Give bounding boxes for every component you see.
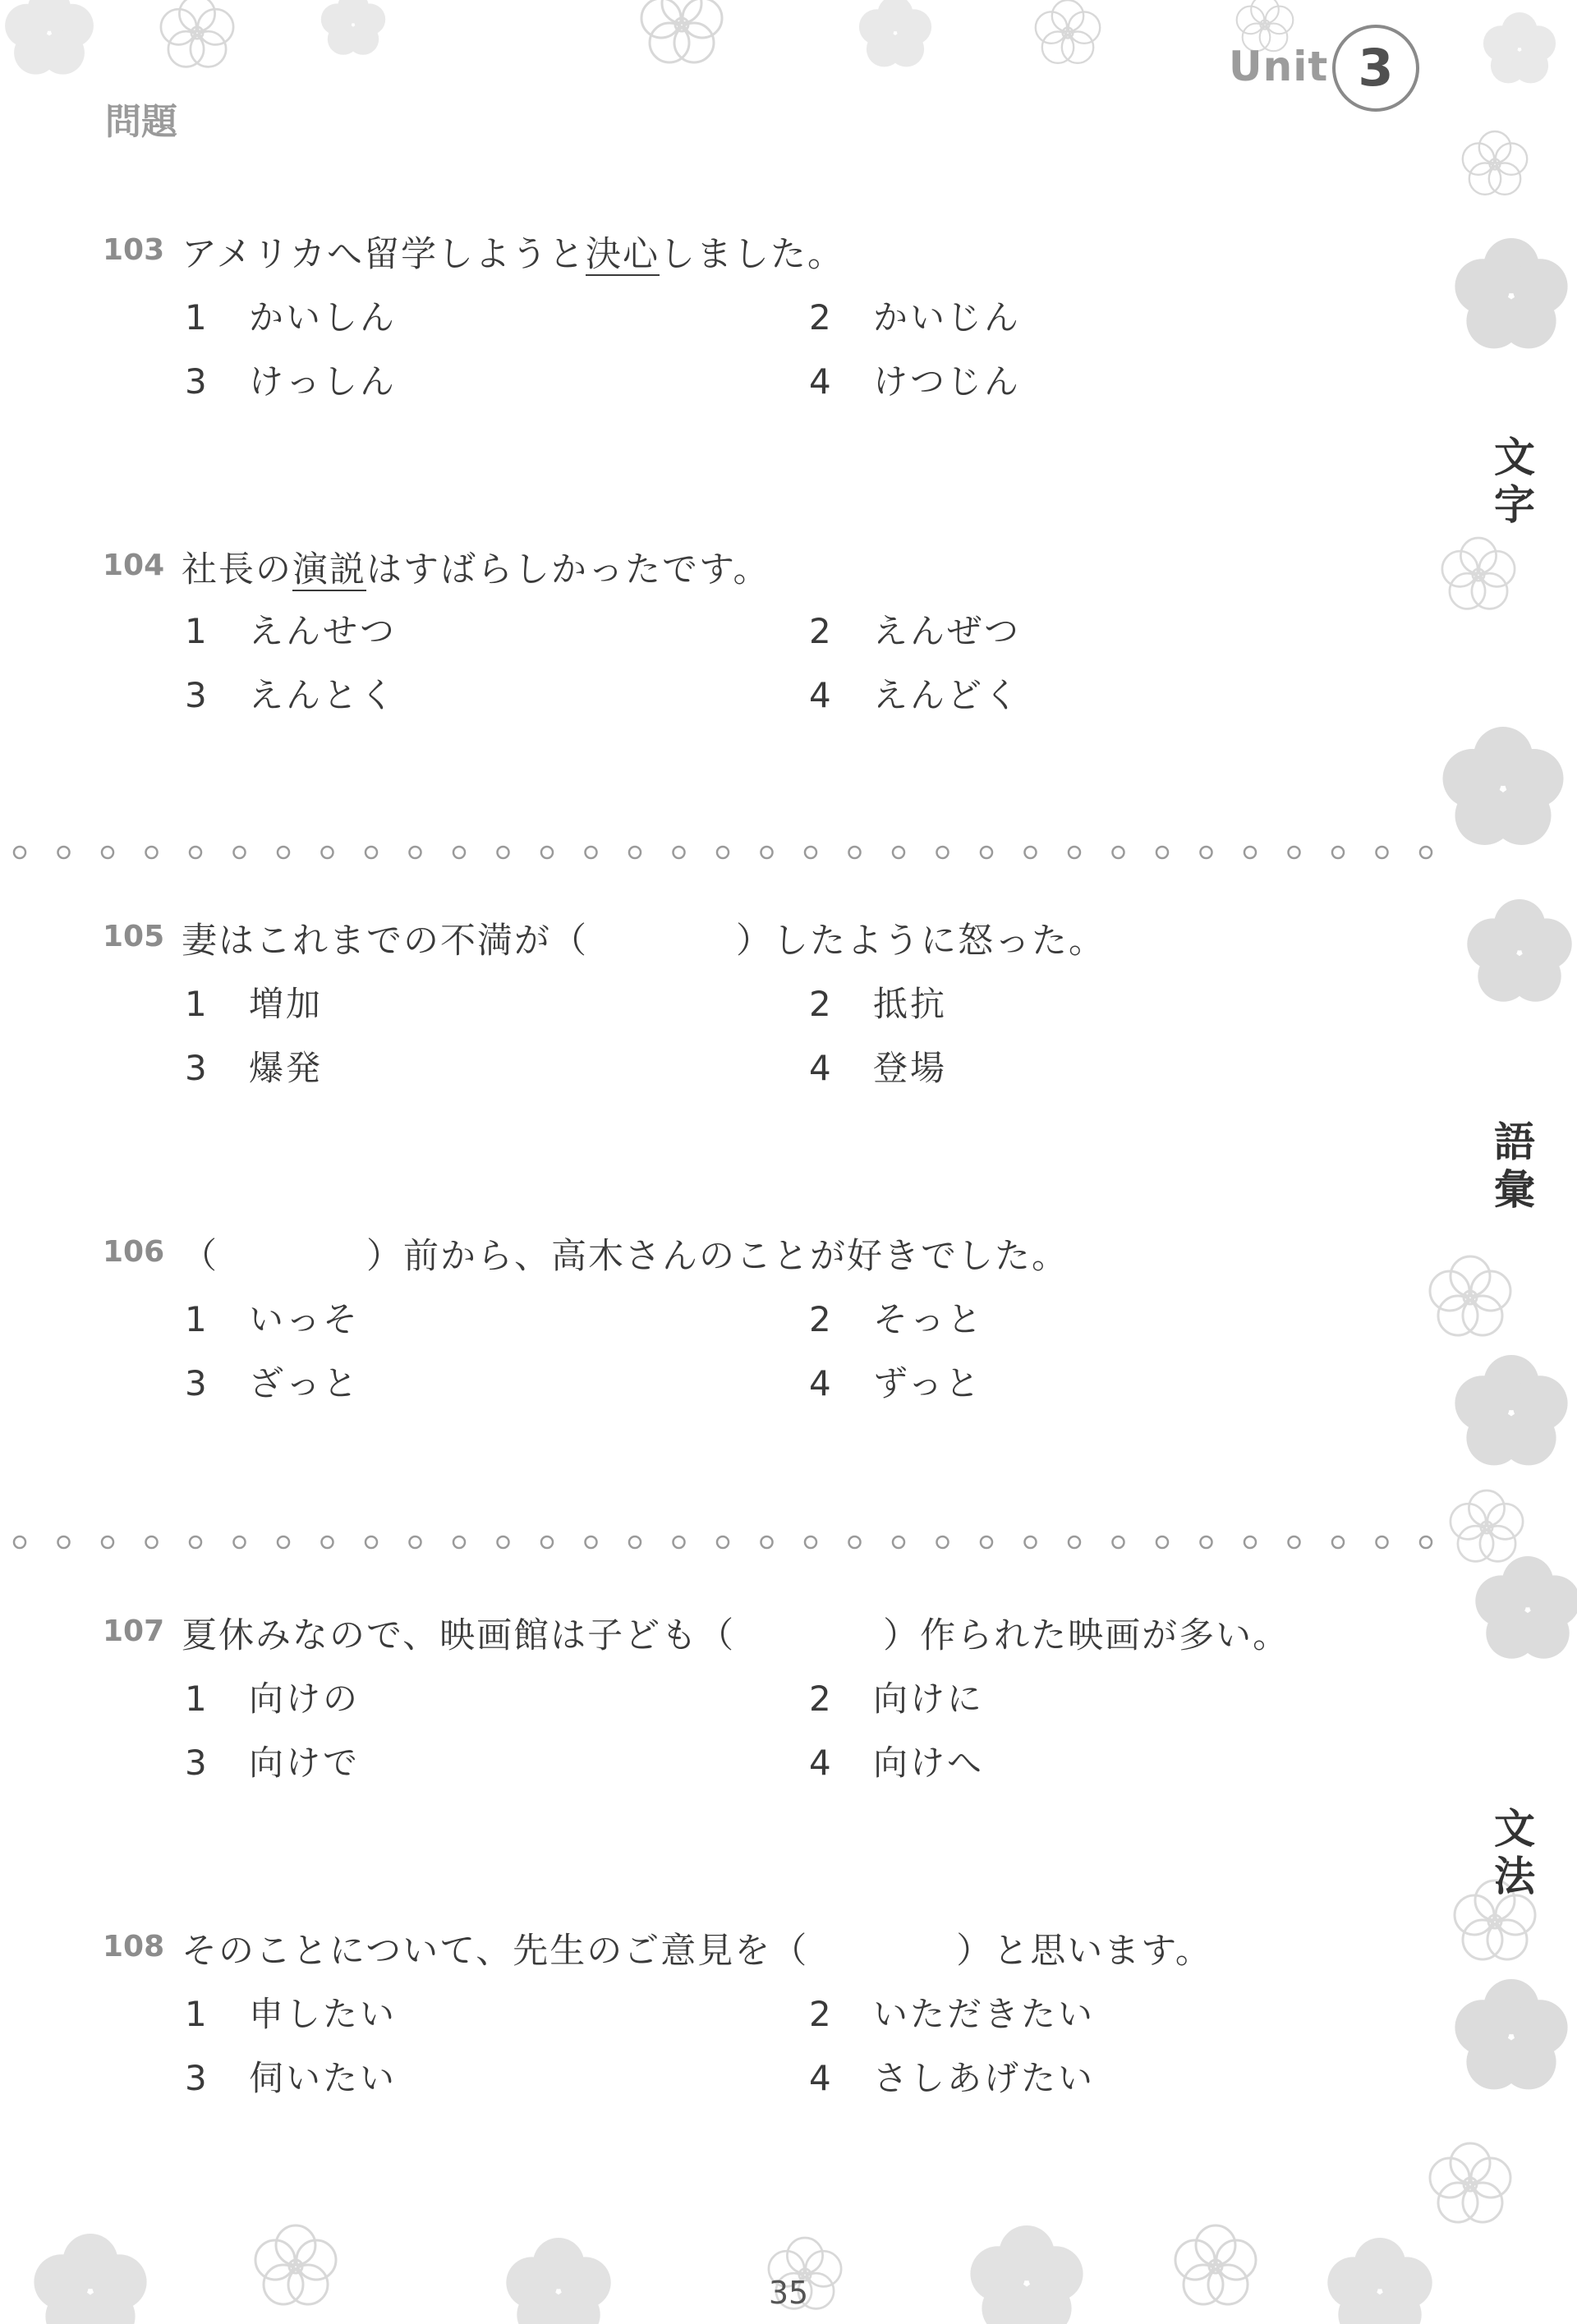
question-number: 104 — [103, 549, 165, 582]
answer-blank — [735, 1615, 883, 1656]
option-103-3[interactable]: 3 けっしん — [185, 361, 398, 402]
option-104-1[interactable]: 1 えんせつ — [185, 611, 398, 651]
option-105-4[interactable]: 4 登場 — [809, 1048, 948, 1088]
side-tab-bunpo: 文法 — [1494, 1805, 1535, 1900]
question-number: 107 — [103, 1614, 165, 1648]
underlined-word: 演説 — [292, 549, 366, 590]
option-105-1[interactable]: 1 増加 — [185, 984, 324, 1024]
side-tab-goi: 語彙 — [1494, 1118, 1535, 1214]
question-number: 105 — [103, 920, 165, 953]
option-103-1[interactable]: 1 かいしん — [185, 297, 398, 338]
option-107-4[interactable]: 4 向けへ — [809, 1743, 985, 1783]
option-106-2[interactable]: 2 そっと — [809, 1299, 985, 1339]
option-104-2[interactable]: 2 えんぜつ — [809, 611, 1022, 651]
option-108-2[interactable]: 2 いただきたい — [809, 1994, 1096, 2034]
option-105-3[interactable]: 3 爆発 — [185, 1048, 324, 1088]
option-103-4[interactable]: 4 けつじん — [809, 361, 1022, 402]
question-text: そのことについて、先生のご意見を（ ）と思います。 — [182, 1931, 1212, 1972]
underlined-word: 決心 — [586, 234, 660, 275]
option-107-2[interactable]: 2 向けに — [809, 1679, 985, 1719]
option-107-3[interactable]: 3 向けで — [185, 1743, 361, 1783]
option-108-3[interactable]: 3 伺いたい — [185, 2058, 398, 2098]
option-105-2[interactable]: 2 抵抗 — [809, 984, 948, 1024]
option-106-3[interactable]: 3 ざっと — [185, 1363, 361, 1403]
option-103-2[interactable]: 2 かいじん — [809, 297, 1022, 338]
question-text: 夏休みなので、映画館は子ども（ ）作られた映画が多い。 — [182, 1615, 1290, 1656]
option-108-1[interactable]: 1 申したい — [185, 1994, 398, 2034]
option-108-4[interactable]: 4 さしあげたい — [809, 2058, 1096, 2098]
dotted-separator — [11, 1534, 1441, 1550]
side-tab-moji: 文字 — [1494, 434, 1535, 529]
question-text: 社長の演説はすばらしかったです。 — [182, 549, 770, 590]
option-104-4[interactable]: 4 えんどく — [809, 675, 1022, 715]
unit-label: Unit — [1229, 43, 1329, 90]
option-106-1[interactable]: 1 いっそ — [185, 1299, 361, 1339]
unit-number-badge — [1332, 25, 1419, 112]
answer-blank — [218, 1236, 366, 1277]
answer-blank — [808, 1931, 956, 1972]
dotted-separator — [11, 844, 1441, 861]
section-title: 問題 — [105, 101, 177, 143]
answer-blank — [588, 921, 736, 962]
question-number: 108 — [103, 1930, 165, 1963]
question-text: アメリカへ留学しようと決心しました。 — [182, 234, 844, 275]
option-107-1[interactable]: 1 向けの — [185, 1679, 361, 1719]
unit-number: 3 — [1358, 38, 1394, 98]
page-number: 35 — [768, 2275, 809, 2311]
option-106-4[interactable]: 4 ずっと — [809, 1363, 982, 1403]
question-number: 103 — [103, 233, 165, 267]
option-104-3[interactable]: 3 えんとく — [185, 675, 398, 715]
question-text: 妻はこれまでの不満が（ ）したように怒った。 — [182, 921, 1106, 962]
question-number: 106 — [103, 1235, 165, 1269]
question-text: （ ）前から、高木さんのことが好きでした。 — [182, 1236, 1069, 1277]
